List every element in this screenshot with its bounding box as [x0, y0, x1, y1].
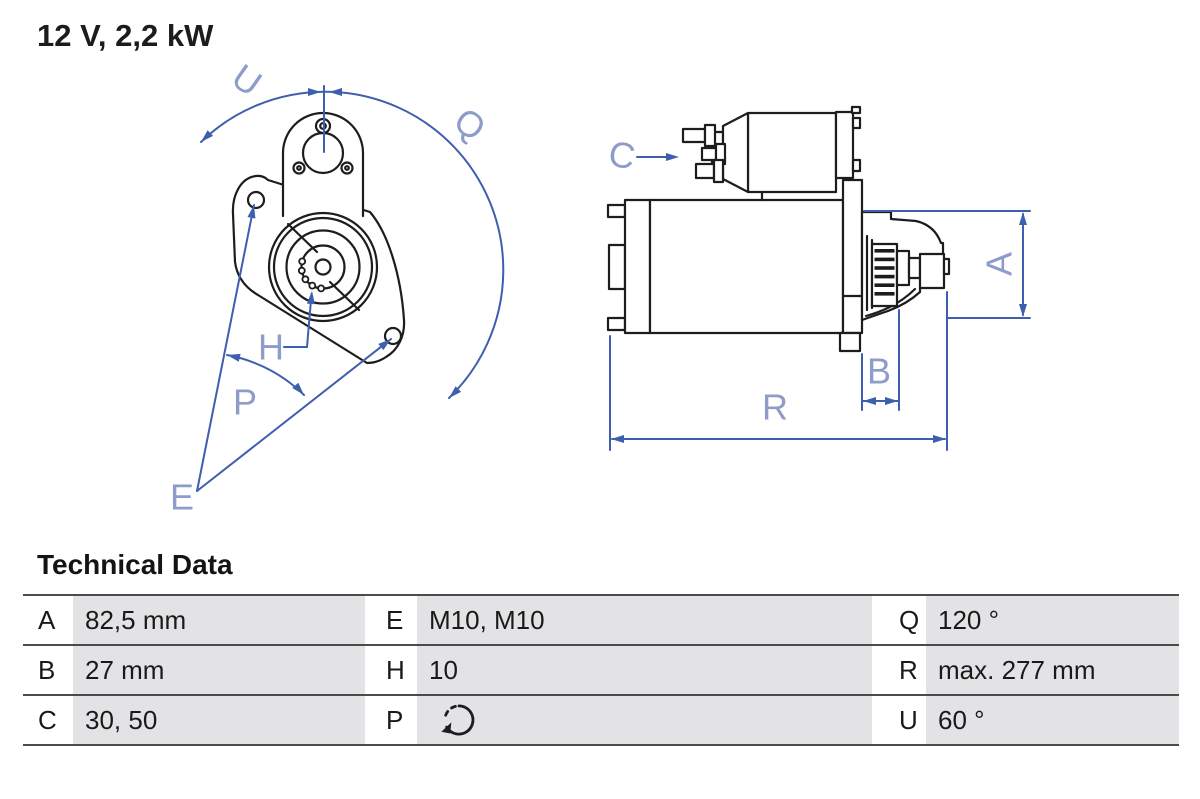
- table-row: [23, 696, 1179, 746]
- shaft-rod: [909, 258, 920, 278]
- dim-label-u: U: [224, 55, 270, 105]
- table-cell-key: C: [23, 696, 73, 744]
- rear-tab-bottom: [608, 318, 625, 330]
- dim-label-a: A: [978, 251, 1020, 277]
- hub-outer-ring: [269, 213, 377, 321]
- technical-data-heading: Technical Data: [37, 549, 233, 580]
- table-cell-key: B: [23, 646, 73, 694]
- table-cell-key: Q: [872, 596, 926, 644]
- solenoid-end-nub-top: [852, 107, 860, 113]
- shaft-end-block: [920, 254, 944, 288]
- drive-flange-foot: [840, 333, 860, 351]
- dim-label-p: P: [232, 381, 258, 423]
- terminal-stud-bottom: [696, 164, 714, 178]
- solenoid-body: [748, 113, 836, 192]
- terminal-stud-mid: [702, 148, 716, 160]
- rotation-direction-icon: [439, 700, 479, 740]
- solenoid-cap: [723, 113, 748, 192]
- solenoid-end-plate: [836, 112, 853, 178]
- table-row: [23, 596, 1179, 646]
- dim-label-r: R: [762, 386, 788, 428]
- e-leader-line-1: [197, 205, 254, 491]
- motor-body: [650, 200, 843, 333]
- solenoid-end-nub-low: [853, 160, 860, 171]
- terminal-washer-top: [705, 125, 715, 146]
- table-cell-key: U: [872, 696, 926, 744]
- table-cell-value: 30, 50: [73, 696, 365, 744]
- table-cell-value: 60 °: [926, 696, 1179, 744]
- terminal-stud-top: [683, 129, 705, 142]
- table-cell-key: A: [23, 596, 73, 644]
- dim-label-c: C: [605, 132, 639, 178]
- drive-flange-plate: [843, 180, 862, 333]
- table-cell-value: max. 277 mm: [926, 646, 1179, 694]
- page-title: 12 V, 2,2 kW: [37, 18, 214, 53]
- table-cell-key: E: [365, 596, 417, 644]
- table-cell-value: 10: [417, 646, 872, 694]
- solenoid-end-nub-mid: [853, 118, 860, 128]
- table-cell-key: R: [872, 646, 926, 694]
- table-cell-value: M10, M10: [417, 596, 872, 644]
- table-cell-value: [417, 696, 872, 744]
- shaft-end-nub: [944, 259, 949, 274]
- technical-data-table: [23, 594, 1179, 746]
- table-cell-value: 120 °: [926, 596, 1179, 644]
- table-cell-value: 27 mm: [73, 646, 365, 694]
- table-cell-key: P: [365, 696, 417, 744]
- dim-label-e: E: [169, 476, 195, 518]
- terminal-washer-bottom: [714, 160, 723, 182]
- dim-label-h: H: [258, 326, 284, 368]
- front-view-drawing: [233, 113, 404, 363]
- dim-label-b: B: [866, 350, 892, 392]
- rear-block: [609, 245, 625, 289]
- dim-label-q: Q: [446, 99, 494, 149]
- rear-end-cap: [625, 200, 650, 333]
- side-view-drawing: [605, 107, 949, 351]
- table-cell-key: H: [365, 646, 417, 694]
- shaft-collar: [897, 251, 909, 285]
- table-cell-value: 82,5 mm: [73, 596, 365, 644]
- table-row: [23, 646, 1179, 696]
- e-leader-line-2: [197, 339, 391, 491]
- rear-tab-top: [608, 205, 625, 217]
